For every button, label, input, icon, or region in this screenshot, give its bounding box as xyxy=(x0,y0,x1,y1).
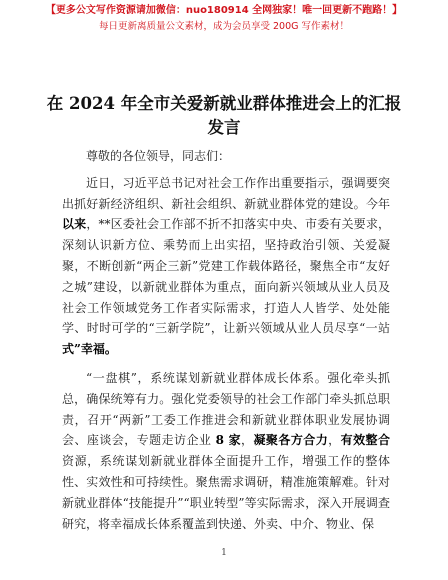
document-body xyxy=(62,146,390,534)
paragraph-2-bold-cohesion: 凝聚各方合力 xyxy=(253,433,329,448)
paragraph-1-bold-since: 以来 xyxy=(62,217,87,232)
paragraph-2-bold-integration: 有效整合 xyxy=(340,433,390,448)
promo-banner-line-1: 【更多公文写作资源请加微信：nuo180914 全网独家！唯一回更新不跑路！】 xyxy=(45,5,403,16)
paragraph-1-bold-happiness: 式”幸福。 xyxy=(62,342,117,357)
promo-banner xyxy=(0,4,448,34)
paragraph-1-text-c: ，**区委社会工作部不折不扣落实中央、市委有关要求，深刻认识新方位、乘势而上出实招，坚持政治引领、关爱凝聚，不断创新“两企三新”党建工作载体路径，聚焦全市“友好之城”建设，以新就业群体为重点，面向新兴领域从业人员及社会工作领域党务工作者实际需求，打造人人皆学、处处能学、时时可学的“三新学院”，让新兴领域从业人员尽享“一站 xyxy=(62,217,390,336)
paragraph-1-text-a: 近日，习近平总书记对社会工作作出重要指示，强调要突出抓好新经济组织、新社会组织、新就业群体党的建设。今年 xyxy=(62,175,390,211)
promo-banner-line-2: 每日更新离质量公文素材，成为会员享受 200G 写作素材！ xyxy=(98,21,350,32)
salutation: 尊敬的各位领导，同志们： xyxy=(86,149,231,163)
paragraph-2-bold-count: 8 家 xyxy=(215,433,242,448)
document-title: 在 2024 年全市关爱新就业群体推进会上的汇报发言 xyxy=(46,94,402,137)
paragraph-2-text-e: ， xyxy=(328,433,341,448)
paragraph-2 xyxy=(62,368,390,534)
paragraph-1 xyxy=(62,173,390,360)
page-number: 1 xyxy=(221,548,227,558)
paragraph-2-text-g: 资源，系统谋划新就业群体全面提升工作，增强工作的整体性、实效性和可持续性。聚焦需求调研，精准施策解难。针对新就业群体“技能提升”“职业转型”等实际需求，深入开展调查研究，将幸福成长体系覆盖到快递、外卖、中介、物业、保 xyxy=(62,454,390,531)
paragraph-2-text-a: “一盘棋”，系统谋划新就业群体成长体系。强化牵头抓总，确保统筹有力。强化党委领导的社会工作部门牵头抓总职责，召开“两新”工委工作推进会和新就业群体职业发展协调会、座谈会，专题走访企业 xyxy=(62,370,390,448)
paragraph-2-text-c: ， xyxy=(241,433,254,448)
